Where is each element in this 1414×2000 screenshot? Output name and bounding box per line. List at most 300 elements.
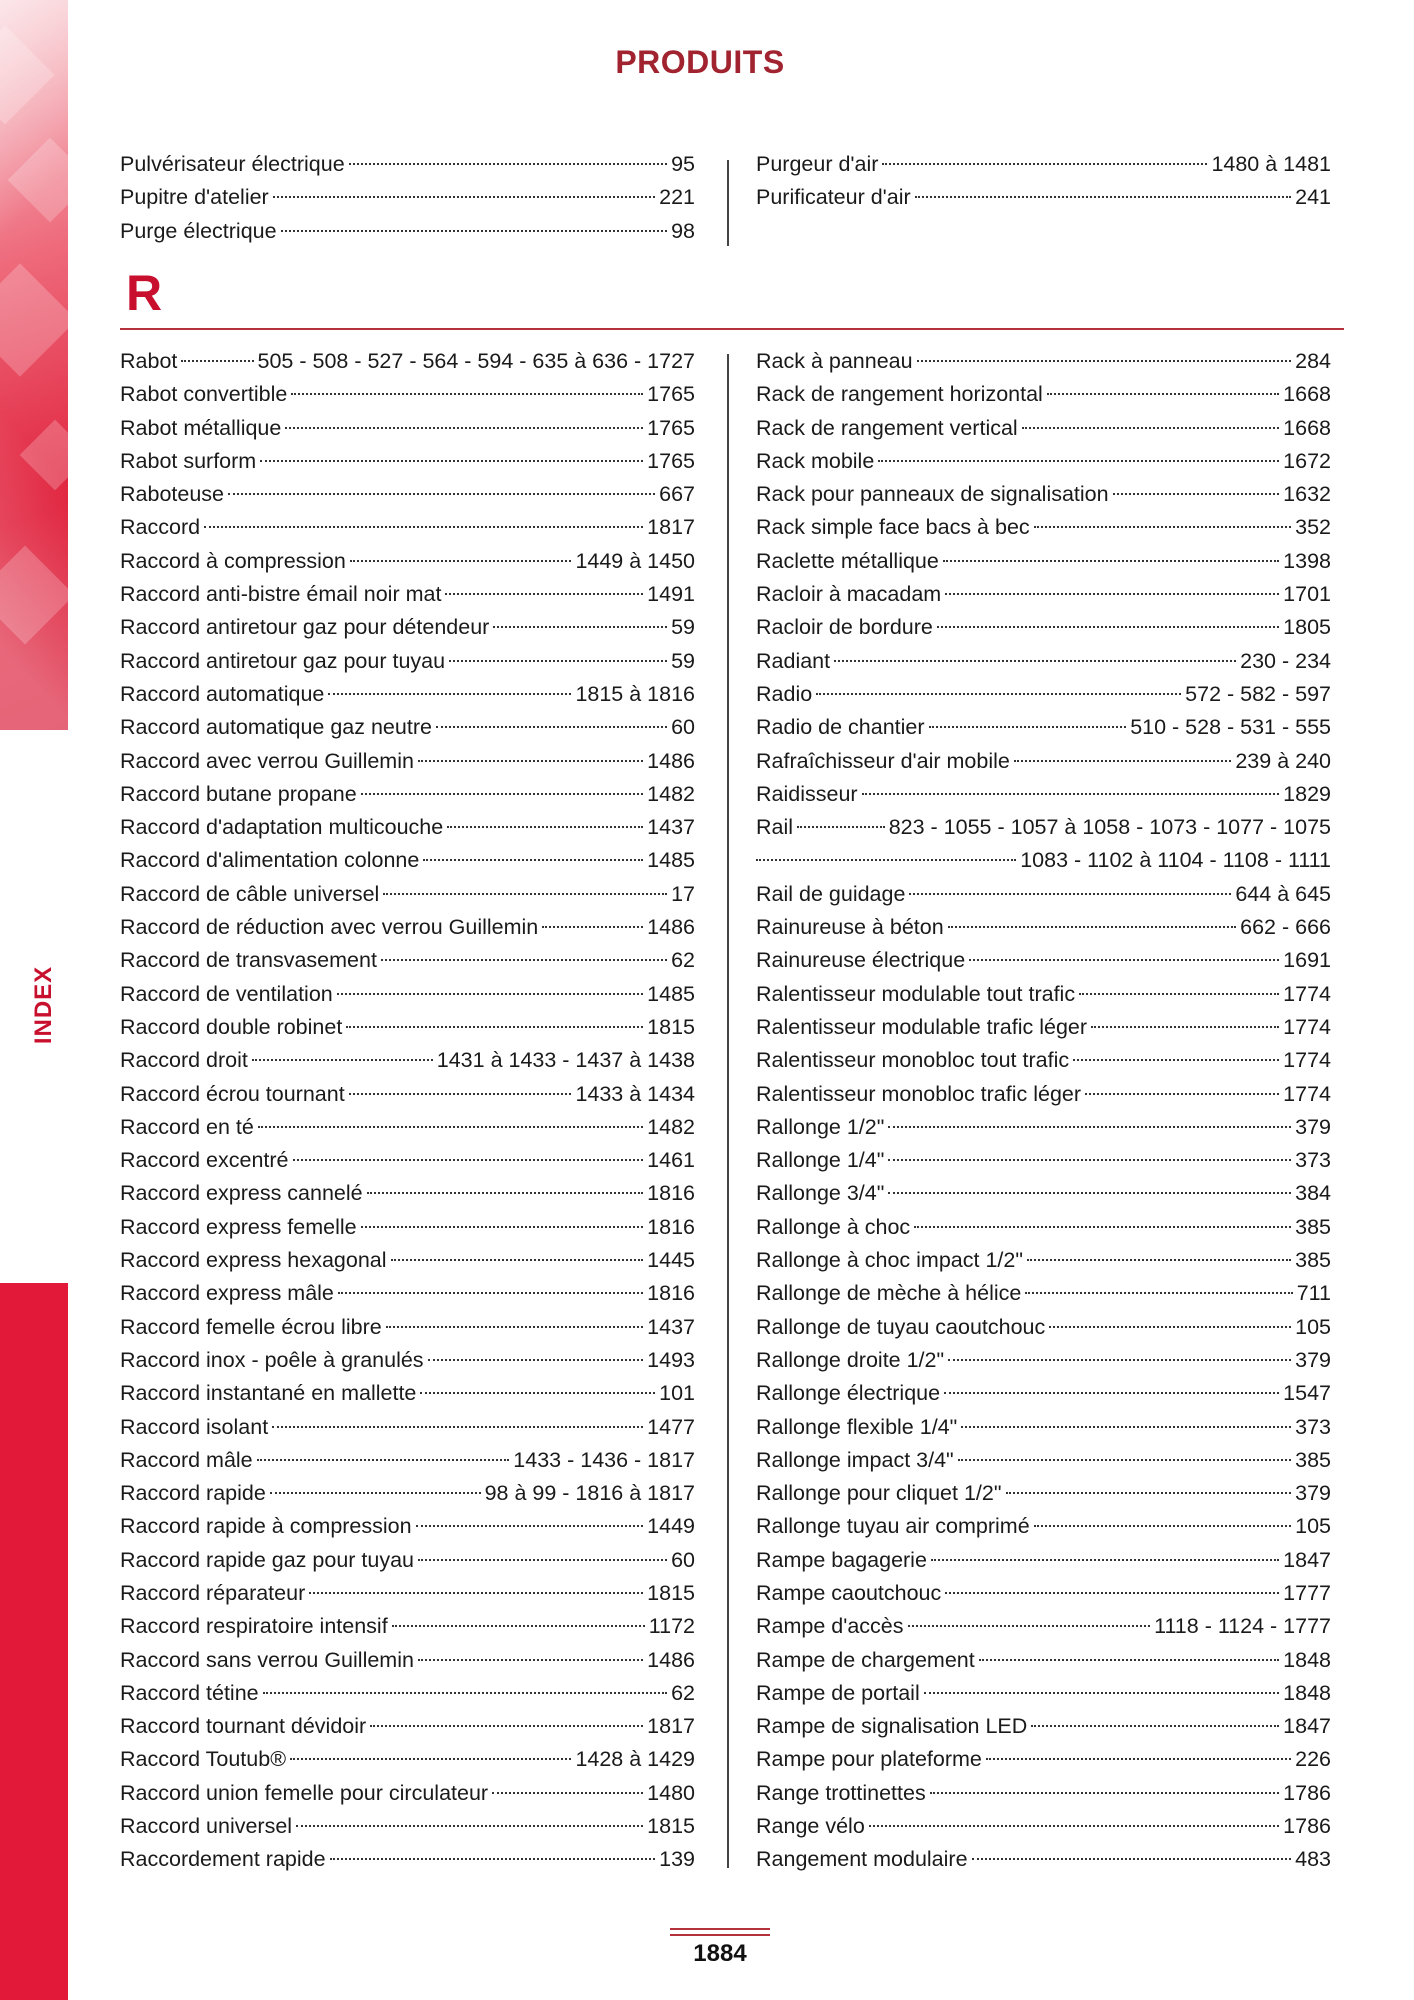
entry-pages: 373 [1295,1148,1331,1173]
dot-leader [948,926,1236,928]
entry-term: Raccord express femelle [120,1214,357,1239]
dot-leader [392,1625,645,1627]
index-entry [120,745,695,778]
dot-leader [361,793,643,795]
entry-pages: 1815 [647,1580,695,1605]
index-entry [120,611,695,644]
index-entry [756,944,1331,977]
entry-pages: 1486 [647,915,695,940]
entry-pages: 1816 [647,1281,695,1306]
entry-term: Rainureuse à béton [756,915,944,940]
entry-term: Raboteuse [120,482,224,507]
entry-pages: 1485 [647,981,695,1006]
index-entry [120,445,695,478]
entry-pages: 1632 [1283,482,1331,507]
entry-pages: 1817 [647,1714,695,1739]
entry-term: Rampe pour plateforme [756,1747,982,1772]
index-entry [120,1843,695,1876]
entry-pages: 1672 [1283,448,1331,473]
dot-leader [436,726,667,728]
index-entry [756,1577,1331,1610]
entry-term: Rallonge à choc impact 1/2" [756,1248,1023,1273]
index-entry [120,1544,695,1577]
entry-pages: 230 - 234 [1240,648,1331,673]
entry-pages: 823 - 1055 - 1057 à 1058 - 1073 - 1077 - 1075 [888,815,1331,840]
dot-leader [263,1692,667,1694]
dot-leader [979,1659,1279,1661]
entry-term: Raccord automatique [120,681,325,706]
dot-leader [350,560,572,562]
dot-leader [888,1126,1291,1128]
index-entry [120,1344,695,1377]
index-entry [756,1277,1331,1310]
entry-term: Raccord rapide gaz pour tuyau [120,1547,415,1572]
index-entry [756,745,1331,778]
dot-leader [816,693,1181,695]
dot-leader [944,1392,1279,1394]
index-entry [120,978,695,1011]
index-entry [120,678,695,711]
entry-pages: 1774 [1283,1048,1331,1073]
dot-leader [381,959,667,961]
entry-pages: 1431 à 1433 - 1437 à 1438 [436,1048,695,1073]
entry-term: Raccord femelle écrou libre [120,1314,382,1339]
index-entry [756,778,1331,811]
index-entry [120,1377,695,1410]
entry-term: Rallonge 1/4" [756,1148,885,1173]
index-entry [120,1510,695,1543]
dot-leader [349,1093,572,1095]
entry-term: Rack pour panneaux de signalisation [756,482,1109,507]
entry-pages: 59 [671,648,695,673]
dot-leader [958,1459,1291,1461]
entry-pages: 1398 [1283,548,1331,573]
entry-pages: 1668 [1283,415,1331,440]
index-entry [756,412,1331,445]
index-entry [756,1644,1331,1677]
dot-leader [338,1292,643,1294]
dot-leader [1034,1525,1291,1527]
entry-pages: 1805 [1283,615,1331,640]
entry-term: Raccord isolant [120,1414,269,1439]
dot-leader [449,660,667,662]
entry-term: Raccord de transvasement [120,948,377,973]
index-entry [756,445,1331,478]
index-entry [120,1311,695,1344]
entry-pages: 1816 [647,1181,695,1206]
entry-pages: 98 à 99 - 1816 à 1817 [484,1481,695,1506]
index-entry [120,1810,695,1843]
index-entry [756,345,1331,378]
index-entry [120,1644,695,1677]
entry-term: Rafraîchisseur d'air mobile [756,748,1010,773]
dot-leader [1079,993,1279,995]
dot-leader [349,163,667,165]
entry-pages: 1486 [647,748,695,773]
index-entry [120,1044,695,1077]
entry-term: Rampe d'accès [756,1614,904,1639]
dot-leader [1031,1725,1279,1727]
dot-leader [945,1592,1279,1594]
entry-pages: 241 [1295,185,1331,210]
dot-leader [834,660,1236,662]
entry-pages: 379 [1295,1347,1331,1372]
index-entry [120,1477,695,1510]
entry-term: Rampe de signalisation LED [756,1714,1028,1739]
entry-term: Raccord réparateur [120,1580,306,1605]
dot-leader [1022,427,1279,429]
entry-term: Raccord express cannelé [120,1181,363,1206]
entry-term: Rampe de portail [756,1680,920,1705]
entry-term: Range trottinettes [756,1780,926,1805]
entry-pages: 1774 [1283,1014,1331,1039]
entry-term: Pupitre d'atelier [120,185,269,210]
entry-pages: 1848 [1283,1647,1331,1672]
entry-term: Raccord de câble universel [120,881,380,906]
index-entry [120,412,695,445]
entry-term: Rallonge 3/4" [756,1181,885,1206]
entry-pages: 662 - 666 [1240,915,1331,940]
entry-term: Rainureuse électrique [756,948,966,973]
entry-pages: 239 à 240 [1235,748,1331,773]
index-entry [120,1677,695,1710]
entry-term: Rallonge à choc [756,1214,911,1239]
entry-term: Pulvérisateur électrique [120,152,345,176]
dot-leader [869,1825,1279,1827]
index-entry [120,811,695,844]
index-entry [756,978,1331,1011]
dot-leader [986,1758,1291,1760]
entry-pages: 1428 à 1429 [575,1747,695,1772]
index-entry [756,478,1331,511]
index-entry [120,1610,695,1643]
index-entry [756,1177,1331,1210]
dot-leader [882,163,1207,165]
dot-leader [961,1426,1291,1428]
index-entry [120,478,695,511]
entry-term: Rallonge électrique [756,1381,941,1406]
entry-pages: 17 [671,881,695,906]
index-entry [120,215,695,248]
entry-pages: 60 [671,715,695,740]
entry-term: Rabot métallique [120,415,282,440]
dot-leader [273,196,655,198]
entry-pages: 1848 [1283,1680,1331,1705]
entry-pages: 62 [671,1680,695,1705]
entry-pages: 1461 [647,1148,695,1173]
entry-term: Raclette métallique [756,548,939,573]
sidebar-decoration-top [0,0,68,730]
index-entry [756,1111,1331,1144]
dot-leader [1085,1093,1279,1095]
entry-term: Racloir de bordure [756,615,933,640]
top-left-column [120,148,695,248]
dot-leader [418,1559,667,1561]
entry-pages: 105 [1295,1514,1331,1539]
entry-term: Purgeur d'air [756,152,879,176]
entry-pages: 95 [671,152,695,176]
index-entry [756,1544,1331,1577]
entry-pages: 1777 [1283,1580,1331,1605]
index-entry [756,1743,1331,1776]
entry-pages: 1815 [647,1814,695,1839]
entry-term: Raccord rapide [120,1481,266,1506]
dot-leader [948,1359,1291,1361]
entry-term: Raccord à compression [120,548,346,573]
entry-pages: 1815 [647,1014,695,1039]
entry-term: Raccord universel [120,1814,293,1839]
entry-term: Raccord droit [120,1048,248,1073]
entry-pages: 1847 [1283,1714,1331,1739]
index-entry [756,1011,1331,1044]
page-title: PRODUITS [615,44,785,80]
sidebar-decoration-bottom [0,1283,68,2000]
index-entry [756,1211,1331,1244]
entry-term: Rallonge pour cliquet 1/2" [756,1481,1002,1506]
index-entry [756,378,1331,411]
dot-leader [423,859,643,861]
entry-pages: 385 [1295,1248,1331,1273]
index-entry [120,844,695,877]
index-entry [120,148,695,181]
page-number: 1884 [693,1940,747,1967]
entry-pages: 1774 [1283,1081,1331,1106]
entry-pages: 1449 à 1450 [575,548,695,573]
entry-pages: 1547 [1283,1381,1331,1406]
index-entry [756,1377,1331,1410]
entry-term: Rack de rangement horizontal [756,382,1043,407]
dot-leader [204,526,643,528]
index-entry [120,1144,695,1177]
dot-leader [370,1725,643,1727]
entry-term: Rack simple face bacs à bec [756,515,1030,540]
dot-leader [181,360,253,362]
index-entry [756,181,1331,214]
entry-pages: 1786 [1283,1814,1331,1839]
section-rule [120,328,1344,330]
entry-term: Rallonge droite 1/2" [756,1347,945,1372]
entry-pages: 1482 [647,1114,695,1139]
entry-term: Raccord tournant dévidoir [120,1714,367,1739]
index-entry [120,1211,695,1244]
entry-pages: 1477 [647,1414,695,1439]
dot-leader [361,1226,644,1228]
index-entry [756,578,1331,611]
entry-term: Raccord de réduction avec verrou Guillemin [120,915,539,940]
dot-leader [924,1692,1279,1694]
dot-leader [797,826,885,828]
entry-term: Raccord anti-bistre émail noir mat [120,582,442,607]
dot-leader [909,893,1231,895]
entry-term: Rabot [120,349,178,373]
entry-pages: 1480 [647,1780,695,1805]
index-entry [120,345,695,378]
index-entry [756,1810,1331,1843]
dot-leader [367,1192,644,1194]
dot-leader [937,626,1279,628]
entry-pages: 1765 [647,382,695,407]
entry-pages: 1668 [1283,382,1331,407]
dot-leader [309,1592,643,1594]
dot-leader [756,859,1016,861]
index-entry [756,1677,1331,1710]
entry-pages: 1433 - 1436 - 1817 [513,1447,695,1472]
entry-pages: 284 [1295,349,1331,373]
index-entry [756,1710,1331,1743]
entry-pages: 352 [1295,515,1331,540]
entry-pages: 1172 [648,1614,695,1639]
index-entry [120,1444,695,1477]
dot-leader [972,1858,1292,1860]
dot-leader [908,1625,1151,1627]
index-entry [756,711,1331,744]
index-entry [756,878,1331,911]
entry-term: Raccord avec verrou Guillemin [120,748,414,773]
entry-term: Raccordement rapide [120,1847,326,1872]
index-entry [120,878,695,911]
entry-term: Raccord automatique gaz neutre [120,715,432,740]
dot-leader [915,196,1291,198]
dot-leader [1014,760,1232,762]
entry-term: Rail de guidage [756,881,906,906]
entry-term: Raccord Toutub® [120,1747,287,1772]
index-entry [120,1078,695,1111]
entry-pages: 1485 [647,848,695,873]
index-entry [120,1577,695,1610]
index-entry [756,911,1331,944]
entry-term: Rallonge de tuyau caoutchouc [756,1314,1046,1339]
index-entry [120,1277,695,1310]
dot-leader [391,1259,644,1261]
entry-term: Raccord express mâle [120,1281,334,1306]
index-entry [120,944,695,977]
index-entry [756,1843,1331,1876]
index-entry [120,1011,695,1044]
folio-rule [670,1928,770,1940]
entry-pages: 1437 [647,1314,695,1339]
entry-term: Raccord inox - poêle à granulés [120,1347,424,1372]
index-entry [120,181,695,214]
index-entry [756,844,1331,877]
entry-term: Raccord tétine [120,1680,259,1705]
dot-leader [272,1426,643,1428]
entry-term: Raidisseur [756,781,858,806]
dot-leader [337,993,643,995]
entry-term: Raccord excentré [120,1148,289,1173]
entry-term: Ralentisseur modulable tout trafic [756,981,1076,1006]
entry-pages: 385 [1295,1214,1331,1239]
entry-pages: 1493 [647,1347,695,1372]
dot-leader [1113,493,1280,495]
index-entry [756,645,1331,678]
dot-leader [296,1825,643,1827]
entry-pages: 1774 [1283,981,1331,1006]
entry-term: Raccord union femelle pour circulateur [120,1780,489,1805]
entry-term: Ralentisseur modulable trafic léger [756,1014,1088,1039]
index-entry [756,148,1331,181]
entry-pages: 62 [671,948,695,973]
entry-pages: 1816 [647,1214,695,1239]
index-entry [756,811,1331,844]
entry-pages: 379 [1295,1481,1331,1506]
dot-leader [293,1159,644,1161]
entry-pages: 1765 [647,415,695,440]
entry-term: Raccord antiretour gaz pour détendeur [120,615,490,640]
entry-pages: 221 [659,185,695,210]
dot-leader [862,793,1280,795]
dot-leader [418,1659,643,1661]
dot-leader [330,1858,656,1860]
entry-pages: 1847 [1283,1547,1331,1572]
dot-leader [260,460,643,462]
dot-leader [252,1059,433,1061]
entry-term: Rallonge impact 3/4" [756,1447,954,1472]
entry-term: Raccord antiretour gaz pour tuyau [120,648,446,673]
dot-leader [447,826,643,828]
entry-pages: 644 à 645 [1235,881,1331,906]
entry-term: Rampe bagagerie [756,1547,927,1572]
dot-leader [1073,1059,1279,1061]
dot-leader [1091,1026,1279,1028]
index-entry [120,578,695,611]
entry-term: Racloir à macadam [756,582,942,607]
right-index-column [756,345,1331,1877]
index-entry [756,1311,1331,1344]
entry-pages: 101 [659,1381,695,1406]
index-entry [756,1444,1331,1477]
dot-leader [878,460,1279,462]
entry-term: Range vélo [756,1814,865,1839]
index-entry [120,1244,695,1277]
entry-term: Raccord écrou tournant [120,1081,345,1106]
dot-leader [386,1326,643,1328]
entry-pages: 60 [671,1547,695,1572]
dot-leader [328,693,571,695]
section-letter: R [126,265,163,321]
entry-pages: 1829 [1283,781,1331,806]
entry-term: Raccord sans verrou Guillemin [120,1647,414,1672]
entry-pages: 1491 [647,582,695,607]
entry-term: Rack de rangement vertical [756,415,1018,440]
index-entry [756,1411,1331,1444]
entry-term: Raccord [120,515,201,540]
index-entry [120,378,695,411]
dot-leader [930,1792,1279,1794]
entry-term: Raccord instantané en mallette [120,1381,417,1406]
index-entry [756,1078,1331,1111]
entry-term: Rack à panneau [756,349,913,373]
entry-term: Radiant [756,648,831,673]
dot-leader [542,926,643,928]
entry-term: Radio [756,681,813,706]
entry-term: Raccord double robinet [120,1014,343,1039]
entry-term: Rallonge 1/2" [756,1114,885,1139]
entry-pages: 379 [1295,1114,1331,1139]
entry-term: Ralentisseur monobloc trafic léger [756,1081,1082,1106]
index-entry [756,1777,1331,1810]
dot-leader [285,427,643,429]
dot-leader [383,893,667,895]
entry-term: Purificateur d'air [756,185,911,210]
entry-pages: 1486 [647,1647,695,1672]
entry-term: Rallonge de mèche à hélice [756,1281,1022,1306]
dot-leader [290,1758,571,1760]
index-entry [120,545,695,578]
dot-leader [418,760,643,762]
entry-term: Raccord butane propane [120,781,357,806]
index-entry [756,1477,1331,1510]
index-tab-label: INDEX [30,965,57,1045]
